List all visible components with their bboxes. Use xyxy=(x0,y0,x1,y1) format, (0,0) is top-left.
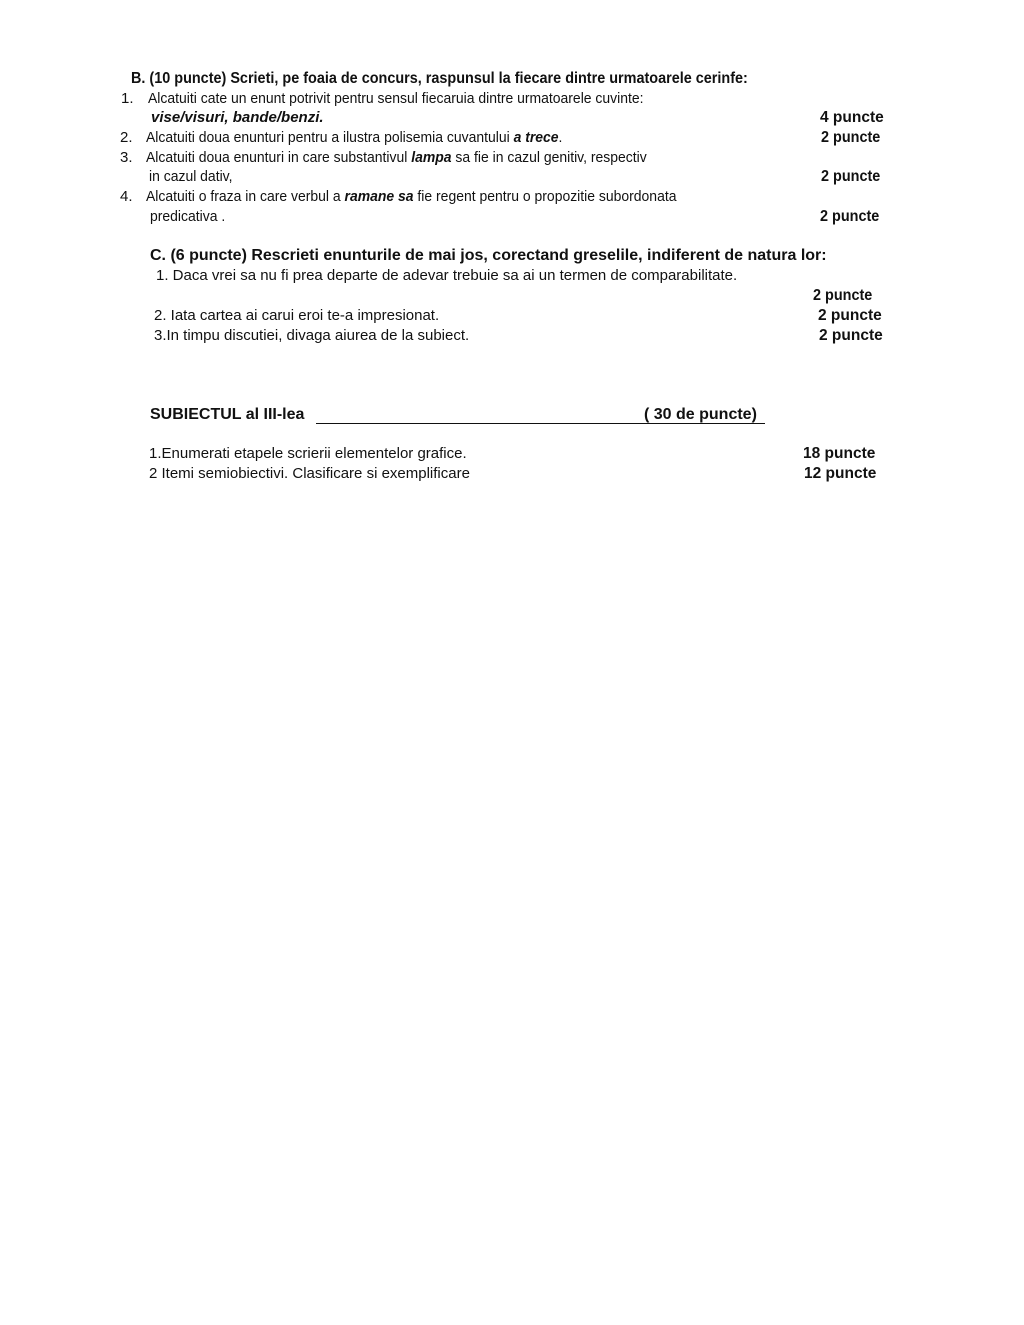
c-item-1-points: 2 puncte xyxy=(813,287,873,304)
s3-item-1-text: 1.Enumerati etapele scrierii elementelor grafice. xyxy=(149,445,467,462)
c-item-2-points: 2 puncte xyxy=(818,307,882,324)
item-1-text: Alcatuiti cate un enunt potrivit pentru sensul fiecaruia dintre urmatoarele cuvinte: xyxy=(148,90,644,107)
subject-3-total: ( 30 de puncte) xyxy=(644,406,757,423)
item-1-points: 4 puncte xyxy=(820,109,884,126)
item-4-text: Alcatuiti o fraza in care verbul a ramane sa fie regent pentru o propozitie subordonata xyxy=(146,188,677,205)
section-b-heading: B. (10 puncte) Scrieti, pe foaia de concurs, raspunsul la fiecare dintre urmatoarele cerinfe: xyxy=(131,70,748,87)
s3-item-2-text: 2 Itemi semiobiectivi. Clasificare si exemplificare xyxy=(149,465,470,482)
item-3-word: lampa xyxy=(411,149,452,166)
c-item-1-text: 1. Daca vrei sa nu fi prea departe de adevar trebuie sa ai un termen de comparabilitate. xyxy=(156,267,738,284)
item-4-points: 2 puncte xyxy=(820,208,880,225)
item-4-word2: sa xyxy=(398,188,414,205)
item-1-number: 1. xyxy=(121,90,134,107)
item-2-points: 2 puncte xyxy=(821,129,881,146)
c-item-3-text: 3.In timpu discutiei, divaga aiurea de la subiect. xyxy=(154,327,470,344)
s3-item-2-points: 12 puncte xyxy=(804,465,877,482)
item-4-line2: predicativa . xyxy=(150,208,226,225)
item-3-points: 2 puncte xyxy=(821,168,881,185)
section-c-heading: C. (6 puncte) Rescrieti enunturile de mai jos, corectand greselile, indiferent de natura lor: xyxy=(150,247,827,264)
item-2-word: a trece xyxy=(513,129,559,146)
c-item-3-points: 2 puncte xyxy=(819,327,883,344)
item-3-number: 3. xyxy=(120,149,133,166)
item-3-line2: in cazul dativ, xyxy=(149,168,233,185)
item-4-word: ramane xyxy=(344,188,395,205)
item-3-text: Alcatuiti doua enunturi in care substantivul lampa sa fie in cazul genitiv, respectiv xyxy=(146,149,647,166)
item-2-text: Alcatuiti doua enunturi pentru a ilustra polisemia cuvantului a trece. xyxy=(146,129,563,146)
item-1-words: vise/visuri, bande/benzi. xyxy=(151,109,324,126)
item-4-number: 4. xyxy=(120,188,133,205)
c-item-2-text: 2. Iata cartea ai carui eroi te-a impresionat. xyxy=(154,307,440,324)
item-2-number: 2. xyxy=(120,129,133,146)
s3-item-1-points: 18 puncte xyxy=(803,445,876,462)
subject-3-title: SUBIECTUL al III-lea xyxy=(150,406,305,423)
